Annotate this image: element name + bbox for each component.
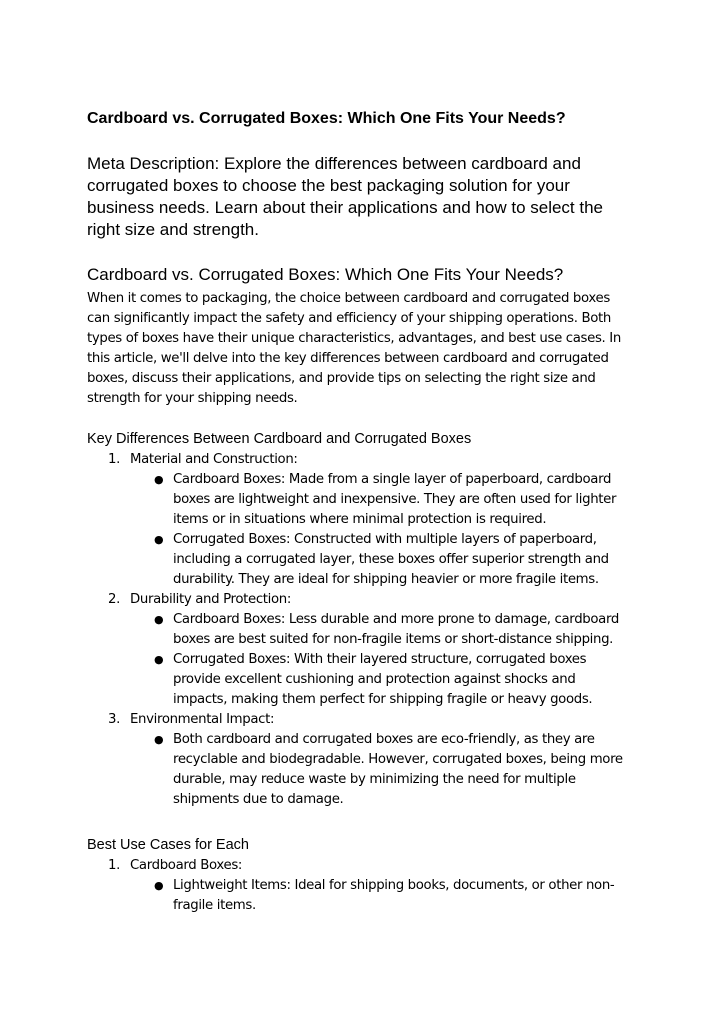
bullet-item — [130, 876, 632, 916]
intro-paragraph: When it comes to packaging, the choice between cardboard and corrugated boxes can significantly impact the safety and efficiency of your shipping operations. Both types of boxes have their unique characteristics, advantages, and best use cases. In this article, we'll delve into the key differences between cardboard and corrugated boxes, discuss their applications, and provide tips on selecting the right size and strength for your shipping needs. — [87, 291, 621, 406]
bullet-list — [130, 730, 632, 810]
bullet-text: Corrugated Boxes: With their layered structure, corrugated boxes provide excellent cushioning and protection against shocks and impacts, making them perfect for shipping fragile or heavy goods. — [173, 652, 593, 707]
list-item — [87, 710, 632, 810]
list-item — [87, 450, 632, 590]
bullet-list — [130, 610, 632, 710]
list-item-label: Durability and Protection: — [130, 592, 292, 607]
bullet-item — [130, 470, 632, 530]
document-page — [87, 108, 632, 916]
list-number: 3. — [108, 712, 120, 727]
meta-description: Meta Description: Explore the differences between cardboard and corrugated boxes to choose the best packaging solution for your business needs. Learn about their applications and how to select the right size and strength. — [87, 154, 604, 239]
bullet-item — [130, 610, 632, 650]
list-number: 1. — [108, 858, 120, 873]
list-number: 1. — [108, 452, 120, 467]
article-heading: Cardboard vs. Corrugated Boxes: Which One Fits Your Needs? — [87, 265, 564, 284]
bullet-text: Lightweight Items: Ideal for shipping books, documents, or other non-fragile items. — [173, 878, 615, 913]
bullet-icon: ● — [154, 613, 164, 626]
bullet-list — [130, 470, 632, 590]
bullet-text: Cardboard Boxes: Less durable and more prone to damage, cardboard boxes are best suited for non-fragile items or short-distance shipping. — [173, 612, 619, 647]
list-item-label: Material and Construction: — [130, 452, 298, 467]
bullet-item — [130, 730, 632, 810]
bullet-icon: ● — [154, 733, 164, 746]
bullet-icon: ● — [154, 653, 164, 666]
bullet-text: Cardboard Boxes: Made from a single layer of paperboard, cardboard boxes are lightweight and inexpensive. They are often used for lighter items or in situations where minimal protection is required. — [173, 472, 617, 527]
list-item-label: Environmental Impact: — [130, 712, 275, 727]
section-heading-key-differences: Key Differences Between Cardboard and Corrugated Boxes — [87, 431, 472, 447]
bullet-text: Both cardboard and corrugated boxes are eco-friendly, as they are recyclable and biodegradable. However, corrugated boxes, being more durable, may reduce waste by minimizing the need for multiple shipments due to damage. — [173, 732, 623, 807]
list-item — [87, 590, 632, 710]
key-differences-list — [87, 450, 632, 810]
section-heading-use-cases: Best Use Cases for Each — [87, 837, 249, 853]
bullet-icon: ● — [154, 879, 164, 892]
document-title: Cardboard vs. Corrugated Boxes: Which One Fits Your Needs? — [87, 110, 566, 127]
list-item-label: Cardboard Boxes: — [130, 858, 243, 873]
bullet-icon: ● — [154, 473, 164, 486]
list-item — [87, 856, 632, 916]
bullet-list — [130, 876, 632, 916]
bullet-text: Corrugated Boxes: Constructed with multiple layers of paperboard, including a corrugated layer, these boxes offer superior strength and durability. They are ideal for shipping heavier or more fragile items. — [173, 532, 609, 587]
bullet-item — [130, 650, 632, 710]
list-number: 2. — [108, 592, 120, 607]
use-cases-list — [87, 856, 632, 916]
bullet-icon: ● — [154, 533, 164, 546]
bullet-item — [130, 530, 632, 590]
